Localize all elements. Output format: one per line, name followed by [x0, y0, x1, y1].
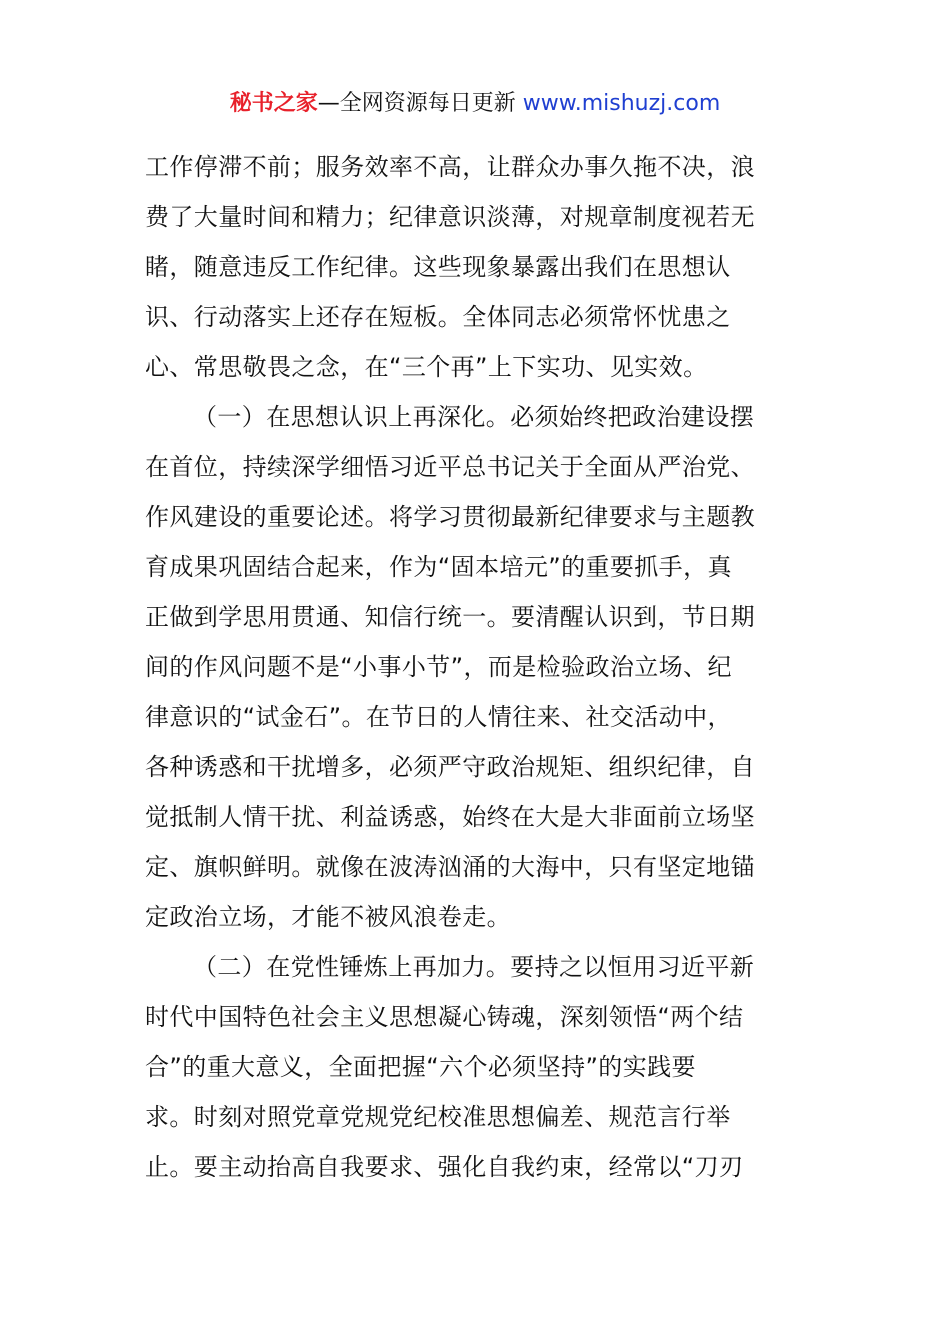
header-tagline: —全网资源每日更新 — [317, 91, 523, 116]
text-line: 在首位，持续深学细悟习近平总书记关于全面从严治党、 — [145, 453, 755, 481]
text-line: 各种诱惑和干扰增多，必须严守政治规矩、组织纪律，自 — [145, 753, 755, 781]
text-line: 定、旗帜鲜明。就像在波涛汹涌的大海中，只有坚定地锚 — [145, 853, 755, 881]
brand-name: 秘书之家 — [229, 91, 318, 116]
text-line: 费了大量时间和精力；纪律意识淡薄，对规章制度视若无 — [145, 203, 755, 231]
document-body — [145, 142, 815, 1192]
paragraph-1-start: （一）在思想认识上再深化。必须始终把政治建设摆 — [193, 403, 755, 431]
text-line: 识、行动落实上还存在短板。全体同志必须常怀忧患之 — [145, 303, 731, 331]
text-line: 止。要主动抬高自我要求、强化自我约束，经常以“刀刃 — [145, 1153, 744, 1181]
text-line: 工作停滞不前；服务效率不高，让群众办事久拖不决，浪 — [145, 153, 755, 181]
text-line: 觉抵制人情干扰、利益诱惑，始终在大是大非面前立场坚 — [145, 803, 755, 831]
paragraph-2-start: （二）在党性锤炼上再加力。要持之以恒用习近平新 — [193, 953, 755, 981]
page-header — [0, 88, 950, 120]
text-line: 心、常思敬畏之念，在“三个再”上下实功、见实效。 — [145, 353, 708, 381]
text-line: 育成果巩固结合起来，作为“固本培元”的重要抓手，真 — [145, 553, 732, 581]
text-line: 定政治立场，才能不被风浪卷走。 — [145, 903, 511, 931]
text-line: 正做到学思用贯通、知信行统一。要清醒认识到，节日期 — [145, 603, 755, 631]
text-line: 睹，随意违反工作纪律。这些现象暴露出我们在思想认 — [145, 253, 731, 281]
text-line: 律意识的“试金石”。在节日的人情往来、社交活动中， — [145, 703, 732, 731]
text-line: 合”的重大意义，全面把握“六个必须坚持”的实践要 — [145, 1053, 696, 1081]
text-line: 间的作风问题不是“小事小节”，而是检验政治立场、纪 — [145, 653, 732, 681]
site-url-link[interactable]: www.mishuzj.com — [522, 91, 721, 116]
text-line: 求。时刻对照党章党规党纪校准思想偏差、规范言行举 — [145, 1103, 731, 1131]
text-line: 作风建设的重要论述。将学习贯彻最新纪律要求与主题教 — [145, 503, 755, 531]
text-line: 时代中国特色社会主义思想凝心铸魂，深刻领悟“两个结 — [145, 1003, 744, 1031]
